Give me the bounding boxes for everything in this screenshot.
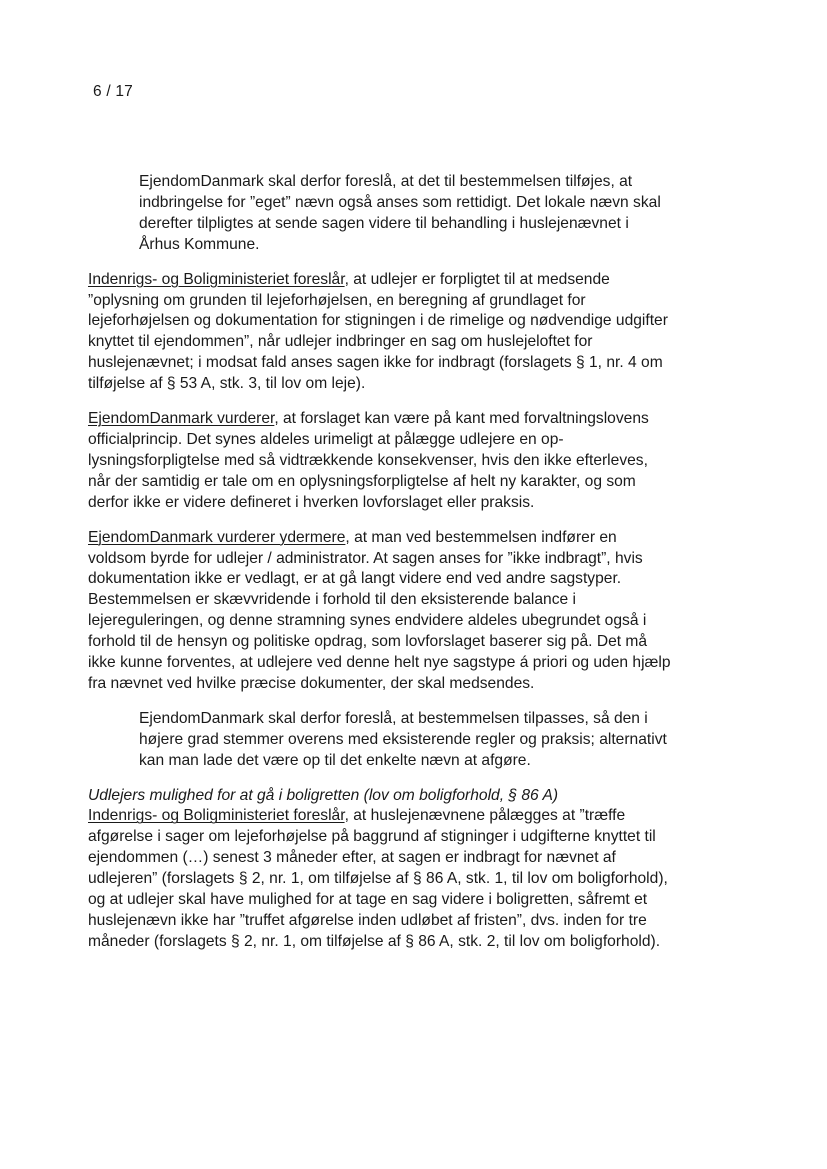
ministry-proposal-paragraph [88, 270, 673, 395]
paragraph-lead: EjendomDanmark vurderer ydermere [88, 528, 346, 546]
page-number: 6 / 17 [93, 83, 133, 100]
assessment-paragraph [88, 409, 673, 514]
paragraph-text: EjendomDanmark skal derfor foreslå, at bestemmelsen tilpasses, så den i højere grad stemmer overens med eksisterende regler og praksis; alternativt kan man lade det være op til det enkelte nævn at afgøre. [139, 709, 667, 769]
section-heading: Udlejers mulighed for at gå i boligretten (lov om boligforhold, § 86 A) [88, 786, 559, 804]
paragraph-lead: Indenrigs- og Boligministeriet foreslår [88, 807, 345, 825]
proposal-paragraph-2 [139, 709, 669, 772]
document-body [88, 172, 673, 967]
further-assessment-paragraph [88, 528, 673, 695]
paragraph-text: , at huslejenævnene pålægges at ”træffe afgørelse i sager om lejeforhøjelse på baggrund af stigninger i udgifterne knyttet til ejendommen (…) senest 3 måneder efter, at sagen er indbragt for nævnet af udlejeren” (forslagets § 2, nr. 1, om tilføjelse af § 86 A, stk. 1, til lov om boligforhold), og at udlejer skal have mulighed for at tage en sag videre i boligretten, såfremt et huslejenævn ikke har ”truffet afgørelse inden udløbet af fristen”, dvs. inden for tre måneder (forslagets § 2, nr. 1, om tilføjelse af § 86 A, stk. 2, til lov om boligforhold). [88, 807, 668, 950]
proposal-paragraph-1 [139, 172, 669, 256]
paragraph-text: , at udlejer er forpligtet til at medsende ”oplysning om grunden til lejeforhøjelsen, en beregning af grundlaget for lejeforhøjelsen og dokumentation for stigningen i de rimelige og nødvendige udgifter knyttet til ejendommen”, når udlejer indbringer en sag om huslejeloftet for huslejenævnet; i modsat fald anses sagen ikke for indbragt (forslagets § 1, nr. 4 om tilføjelse af § 53 A, stk. 3, til lov om leje). [88, 270, 668, 393]
paragraph-text: , at forslaget kan være på kant med forvaltningslovens officialprincip. Det synes aldeles urimeligt at pålægge udlejere en oplysningsforpligtelse med så vidtrækkende konsekvenser, hvis den ikke efterleves, når der samtidig er tale om en oplysningsforpligtelse af helt ny karakter, og som derfor ikke er videre defineret i hverken lovforslaget eller praksis. [88, 410, 649, 511]
housing-court-paragraph [88, 786, 673, 953]
paragraph-lead: EjendomDanmark vurderer [88, 410, 275, 428]
paragraph-lead: Indenrigs- og Boligministeriet foreslår [88, 270, 345, 288]
paragraph-text: , at man ved bestemmelsen indfører en voldsom byrde for udlejer / administrator. At sagen anses for ”ikke indbragt”, hvis dokumentation ikke er vedlagt, er at gå langt videre end ved andre sagstyper. Bestemmelsen er skævvridende i forhold til den eksisterende balance i lejereguleringen, og denne stramning synes endvidere aldeles ubegrundet også i forhold til de hensyn og politiske opdrag, som lovforslaget baserer sig på. Det må ikke kunne forventes, at udlejere ved denne helt nye sagstype á priori og uden hjælp fra nævnet ved hvilke præcise dokumenter, der skal medsendes. [88, 528, 671, 692]
paragraph-text: EjendomDanmark skal derfor foreslå, at det til bestemmelsen tilføjes, at indbringelse for ”eget” nævn også anses som rettidigt. Det lokale nævn skal derefter tilpligtes at sende sagen videre til behandling i huslejenævnet i Århus Kommune. [139, 173, 661, 253]
